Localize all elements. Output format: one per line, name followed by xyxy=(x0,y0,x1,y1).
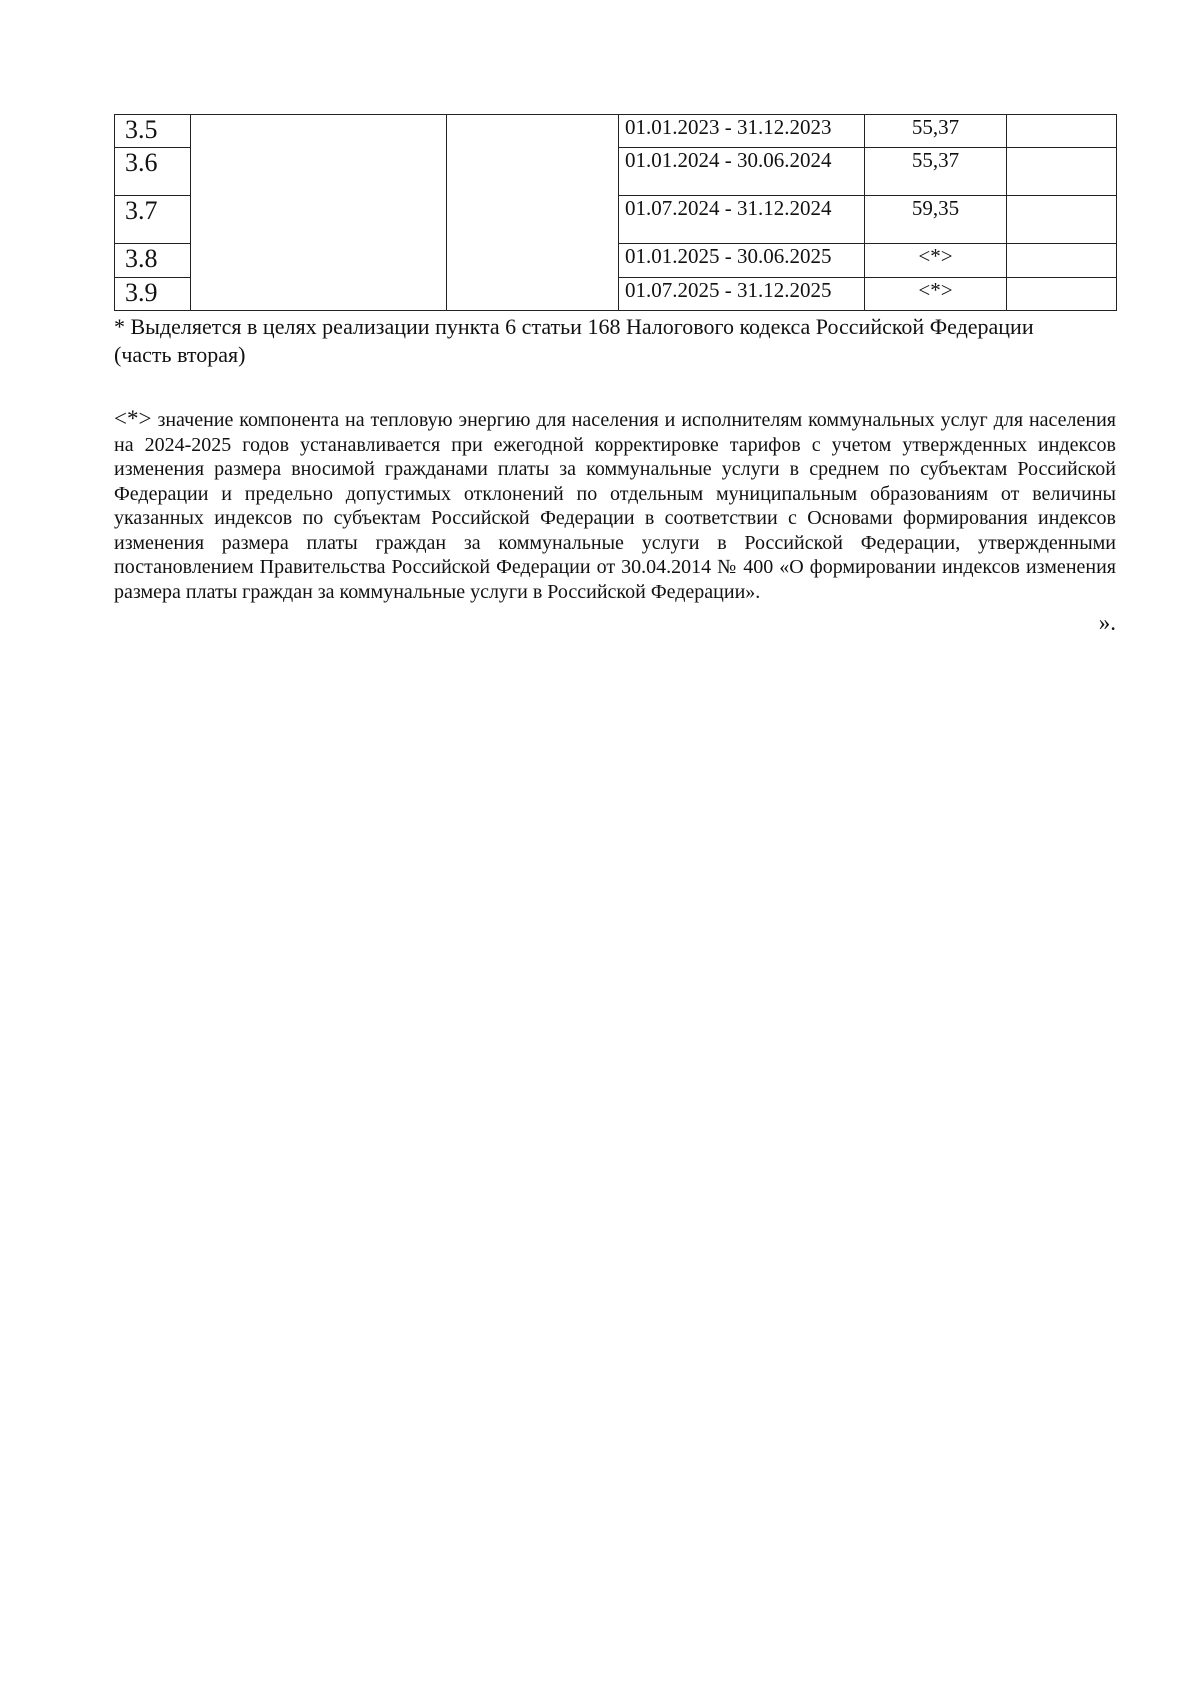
empty-cell xyxy=(1007,115,1117,148)
table-row xyxy=(115,115,1117,148)
period-cell: 01.07.2025 - 31.12.2025 xyxy=(619,278,865,311)
row-number: 3.5 xyxy=(115,115,191,148)
tariff-table xyxy=(114,114,1117,311)
value-cell: 59,35 xyxy=(865,196,1007,244)
value-cell: 55,37 xyxy=(865,115,1007,148)
row-number: 3.6 xyxy=(115,148,191,196)
footnote-asterisk-note xyxy=(114,407,1116,604)
empty-cell xyxy=(1007,244,1117,278)
value-cell: 55,37 xyxy=(865,148,1007,196)
closing-quote: ». xyxy=(1098,610,1116,635)
empty-cell xyxy=(1007,278,1117,311)
period-cell: 01.01.2024 - 30.06.2024 xyxy=(619,148,865,196)
empty-cell xyxy=(1007,148,1117,196)
note-marker: <*> xyxy=(114,406,152,431)
empty-cell xyxy=(1007,196,1117,244)
merged-empty-cell xyxy=(447,115,619,311)
value-cell: <*> xyxy=(865,244,1007,278)
merged-empty-cell xyxy=(191,115,447,311)
document-page xyxy=(114,114,1116,636)
row-number: 3.8 xyxy=(115,244,191,278)
footnote-vat xyxy=(114,313,1116,369)
row-number: 3.9 xyxy=(115,278,191,311)
period-cell: 01.01.2025 - 30.06.2025 xyxy=(619,244,865,278)
period-cell: 01.07.2024 - 31.12.2024 xyxy=(619,196,865,244)
value-cell: <*> xyxy=(865,278,1007,311)
footnote-line-2: (часть вторая) xyxy=(114,342,246,367)
note-text: значение компонента на тепловую энергию для населения и исполнителям коммунальных услуг для населения на 2024-2025 годов устанавливается при ежегодной корректировке тарифов с учетом утвержденных индексов изменения размера вносимой гражданами платы за коммунальные услуги в среднем по субъектам Российской Федерации и предельно допустимых отклонений по отдельным муниципальным образованиям от величины указанных индексов по субъектам Российской Федерации в соответствии с Основами формирования индексов изменения размера платы граждан за коммунальные услуги в Российской Федерации, утвержденными постановлением Правительства Российской Федерации от 30.04.2014 № 400 «О формировании индексов изменения размера платы граждан за коммунальные услуги в Российской Федерации». xyxy=(114,409,1116,603)
row-number: 3.7 xyxy=(115,196,191,244)
period-cell: 01.01.2023 - 31.12.2023 xyxy=(619,115,865,148)
footnote-line-1: * Выделяется в целях реализации пункта 6 статьи 168 Налогового кодекса Российской Федерации xyxy=(114,314,1034,339)
